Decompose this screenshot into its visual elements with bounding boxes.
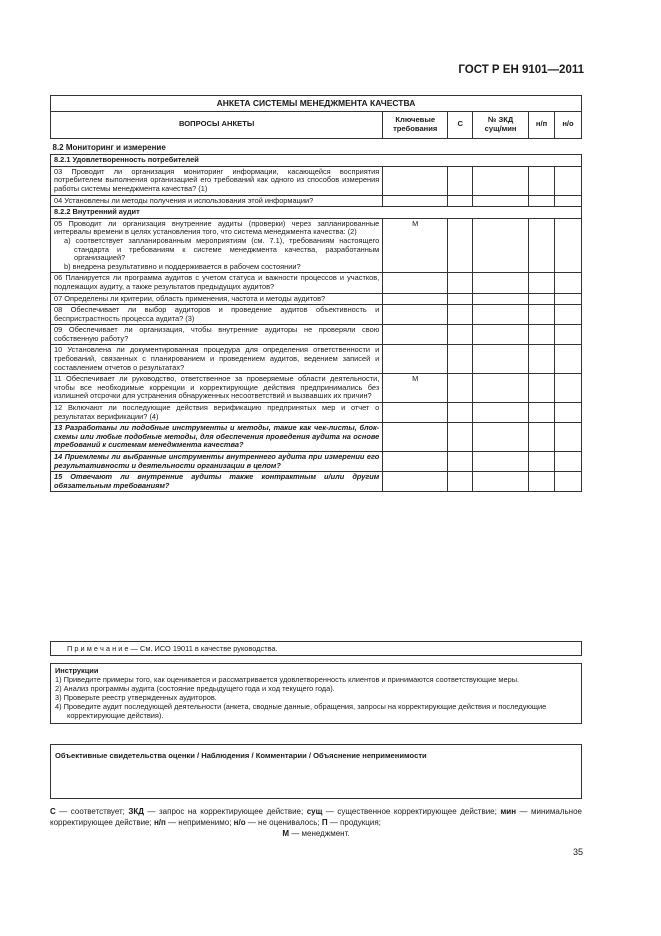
table-row: 03 Проводит ли организация мониторинг информации, касающейся восприятия потребителем выполнения организацией его требований как одного из способов измерения работы системы менеджмента качества? (1): [51, 166, 582, 195]
note-box: [50, 641, 582, 656]
instruction-item: 2) Анализ программы аудита (состояние предыдущего года и ход текущего года).: [55, 684, 335, 693]
instruction-item: 4) Проведите аудит последующей деятельности (анкета, сводные данные, обращения, запросы на корректирующие действия и последующие корректирующие действия).: [55, 702, 547, 720]
col-key-requirements: Ключевые требования: [383, 111, 448, 138]
questionnaire-table: [50, 95, 582, 492]
table-row: 10 Установлена ли документированная процедура для определения ответственности и требований, связанных с планированием и проведением аудитов, ведением записей и составлением отчетов о результатах?: [51, 345, 582, 374]
subsection-heading: 8.2.2 Внутренний аудит: [51, 207, 582, 219]
subsection-heading: 8.2.1 Удовлетворенность потребителей: [51, 155, 582, 167]
table-row: 05 Проводит ли организация внутренние аудиты (проверки) через запланированные интервалы времени в целях установления того, что система менеджмента качества: (2) а) соответствует запланированным мероприятиям (см. 7.1), требованиям настоящего стандарта и требованиям к системе менеджмента качества, разработанным организацией? b) внедрена результативно и поддерживается в рабочем состоянии? М: [51, 218, 582, 273]
col-no: н/о: [555, 111, 582, 138]
key-requirement: М: [383, 218, 448, 273]
table-row: 11 Обеспечивает ли руководство, ответственное за проверяемые области деятельности, чтобы все необходимые коррекции и корректирующие действия предпринимались без излишней отсрочки для устранения обнаруженных несоответствий и вызвавших их причин? М: [51, 374, 582, 403]
instructions-box: [50, 663, 582, 724]
table-row: 04 Установлены ли методы получения и использования этой информации?: [51, 195, 582, 207]
col-c: С: [448, 111, 473, 138]
key-requirement: М: [383, 374, 448, 403]
table-row: 08 Обеспечивает ли выбор аудиторов и проведение аудитов объективность и беспристрастность процесса аудита? (3): [51, 305, 582, 325]
section-heading: 8.2 Мониторинг и измерение: [51, 138, 582, 155]
table-row: 12 Включают ли последующие действия верификацию предпринятых мер и отчет о результатах верификации? (4): [51, 403, 582, 423]
table-row: 13 Разработаны ли подобные инструменты и методы, такие как чек-листы, блок-схемы или любые подобные методы, для обеспечения проведения аудита на основе требований к системам менеджмента качества?: [51, 423, 582, 452]
table-row: 15 Отвечают ли внутренние аудиты также контрактным и/или другим обязательным требованиям?: [51, 472, 582, 492]
col-questions: ВОПРОСЫ АНКЕТЫ: [51, 111, 383, 138]
evidence-box: [50, 744, 582, 799]
instruction-item: 3) Проверьте реестр утвержденных аудиторов.: [55, 693, 217, 702]
note-text: П р и м е ч а н и е — См. ИСО 19011 в качестве руководства.: [51, 642, 582, 656]
legend: С — соответствует; ЗКД — запрос на корректирующее действие; сущ — существенное корректирующее действие; мин — минимальное корректирующее действие; н/п — неприменимо; н/о — не оценивалось; П — продукция; М — менеджмент.: [50, 807, 582, 838]
table-row: 09 Обеспечивает ли организация, чтобы внутренние аудиторы не проверяли свою собственную работу?: [51, 325, 582, 345]
instruction-item: 1) Приведите примеры того, как оценивается и рассматривается удовлетворенность клиентов и принимаются соответствующие меры.: [55, 675, 520, 684]
table-row: 14 Приемлемы ли выбранные инструменты внутреннего аудита при измерении его результативности и деятельности организации в целом?: [51, 452, 582, 472]
standard-number: ГОСТ Р ЕН 9101—2011: [458, 64, 584, 76]
page-number: 35: [572, 847, 583, 857]
table-row: 07 Определены ли критерии, область применения, частота и методы аудитов?: [51, 293, 582, 305]
evidence-label: Объективные свидетельства оценки / Наблюдения / Комментарии / Объяснение неприменимости: [55, 751, 427, 760]
col-zkd: № ЗКД сущ/мин: [473, 111, 529, 138]
instructions-heading: Инструкции: [55, 666, 99, 675]
table-title: АНКЕТА СИСТЕМЫ МЕНЕДЖМЕНТА КАЧЕСТВА: [51, 96, 582, 112]
table-row: 06 Планируется ли программа аудитов с учетом статуса и важности процессов и участков, подлежащих аудиту, а также результатов предыдущих аудитов?: [51, 273, 582, 293]
col-np: н/п: [529, 111, 555, 138]
